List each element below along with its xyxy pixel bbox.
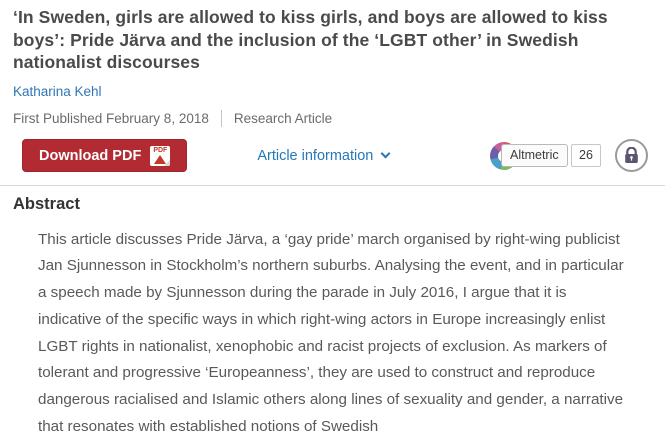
abstract-heading: Abstract [13,194,80,213]
download-pdf-label: Download PDF [39,147,142,164]
pdf-icon-text: PDF [153,146,168,154]
access-lock-icon [615,139,648,172]
chevron-down-icon [381,149,391,159]
vertical-divider [221,110,222,127]
altmetric-badge[interactable] [490,141,602,171]
article-information-link[interactable] [257,148,389,164]
download-pdf-button[interactable] [22,139,187,172]
pdf-file-icon [150,146,170,166]
publication-info [13,110,651,127]
abstract-text: This article discusses Pride Järva, a ‘gay pride’ march organised by right-wing publicist Jan Sjunnesson in Stockholm’s northern suburbs. Analysing the event, and in particular a speech made by Sjunnesson during the parade in July 2016, I argue that it is indicative of the specific ways in which right-wing actors in Europe increasingly enlist LGBT rights in nationalist, xenophobic and racist projects of exclusion. As markers of tolerant and progressive ‘Europeanness’, they are used to construct and reproduce dangerous racialised and Islamic others along lines of sexuality and gender, a narrative that resonates with established notions of Swedish [38,230,624,436]
article-information-label: Article information [257,147,374,164]
first-published-date: First Published February 8, 2018 [13,110,209,126]
altmetric-label: Altmetric [501,144,568,167]
horizontal-divider [0,185,665,186]
article-title: ‘In Sweden, girls are allowed to kiss girls, and boys are allowed to kiss boys’: Pride Järva and the inclusion of the ‘LGBT other’ in Swedish nationalist discourses [13,7,608,72]
toolbar [13,139,651,173]
pdf-icon-fold-corner [164,160,170,166]
altmetric-score: 26 [571,144,601,167]
article-type-label: Research Article [233,110,333,126]
padlock-glyph [624,147,639,164]
author-link[interactable]: Katharina Kehl [13,83,102,99]
